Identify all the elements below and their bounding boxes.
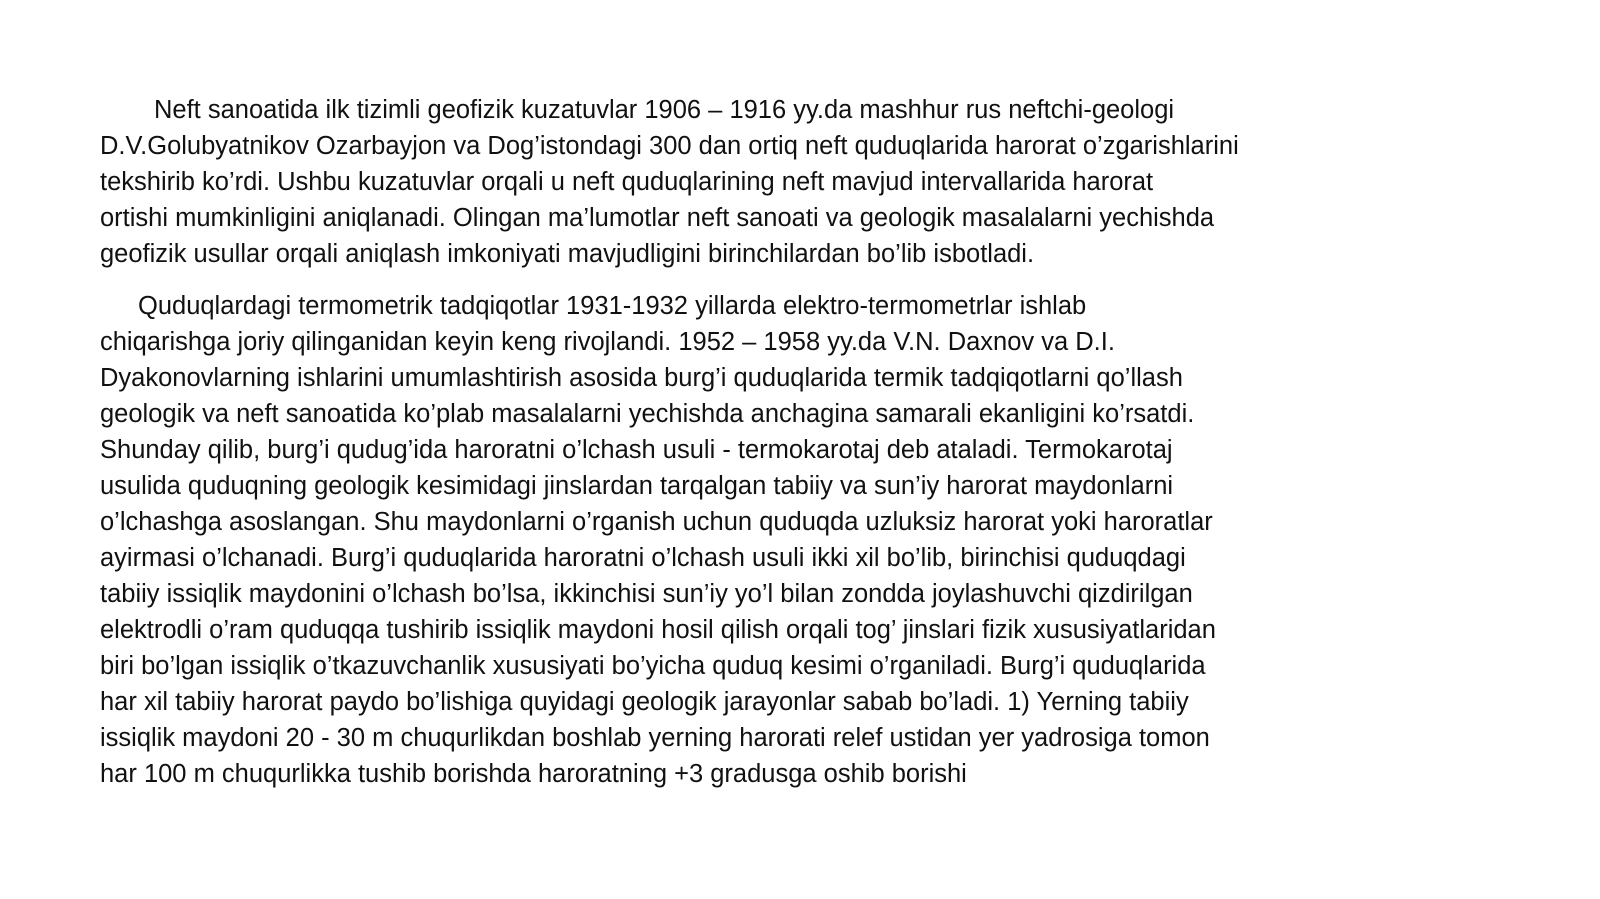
text-line: Neft sanoatida ilk tizimli geofizik kuzatuvlar 1906 – 1916 yy.da mashhur rus neftchi-geologi	[154, 96, 1175, 124]
text-line: tekshirib ko’rdi. Ushbu kuzatuvlar orqali u neft quduqlarining neft mavjud intervallarida harorat	[100, 168, 1154, 196]
text-line: ortishi mumkinligini aniqlanadi. Olingan ma’lumotlar neft sanoati va geologik masalalarni yechishda	[100, 204, 1215, 232]
text-line: chiqarishga joriy qilinganidan keyin keng rivojlandi. 1952 – 1958 yy.da V.N. Daxnov va D.I.	[100, 328, 1115, 356]
paragraph-history	[100, 92, 1500, 272]
text-line: Quduqlardagi termometrik tadqiqotlar 1931-1932 yillarda elektro-termometrlar ishlab	[138, 292, 1087, 320]
text-line: geofizik usullar orqali aniqlash imkoniyati mavjudligini birinchilardan bo’lib isbotladi.	[100, 240, 1035, 268]
text-line: usulida quduqning geologik kesimidagi jinslardan tarqalgan tabiiy va sun’iy harorat maydonlarni	[100, 472, 1174, 500]
text-line: biri bo’lgan issiqlik o’tkazuvchanlik xususiyati bo’yicha quduq kesimi o’rganiladi. Burg’i quduqlarida	[100, 652, 1206, 680]
text-line: har xil tabiiy harorat paydo bo’lishiga quyidagi geologik jarayonlar sabab bo’ladi. 1) Yerning tabiiy	[100, 688, 1189, 716]
text-line: elektrodli o’ram quduqqa tushirib issiqlik maydoni hosil qilish orqali tog’ jinslari fizik xususiyatlaridan	[100, 616, 1216, 644]
text-line: Dyakonovlarning ishlarini umumlashtirish asosida burg’i quduqlarida termik tadqiqotlarni qo’llash	[100, 364, 1183, 392]
text-line: Shunday qilib, burg’i qudug’ida haroratni o’lchash usuli - termokarotaj deb ataladi. Termokarotaj	[100, 436, 1173, 464]
text-line: har 100 m chuqurlikka tushib borishda haroratning +3 gradusga oshib borishi	[100, 760, 967, 788]
paragraph-thermometry	[100, 288, 1500, 792]
text-line: ayirmasi o’lchanadi. Burg’i quduqlarida haroratni o’lchash usuli ikki xil bo’lib, birinchisi quduqdagi	[100, 544, 1186, 572]
text-line: issiqlik maydoni 20 - 30 m chuqurlikdan boshlab yerning harorati relef ustidan yer yadrosiga tomon	[100, 724, 1210, 752]
slide-text-body	[100, 92, 1500, 792]
text-line: D.V.Golubyatnikov Ozarbayjon va Dog’istondagi 300 dan ortiq neft quduqlarida harorat o’zgarishlarini	[100, 132, 1239, 160]
text-line: tabiiy issiqlik maydonini o’lchash bo’lsa, ikkinchisi sun’iy yo’l bilan zondda joylashuvchi qizdirilgan	[100, 580, 1193, 608]
text-line: geologik va neft sanoatida ko’plab masalalarni yechishda anchagina samarali ekanligini ko’rsatdi.	[100, 400, 1195, 428]
text-line: o’lchashga asoslangan. Shu maydonlarni o’rganish uchun quduqda uzluksiz harorat yoki haroratlar	[100, 508, 1213, 536]
